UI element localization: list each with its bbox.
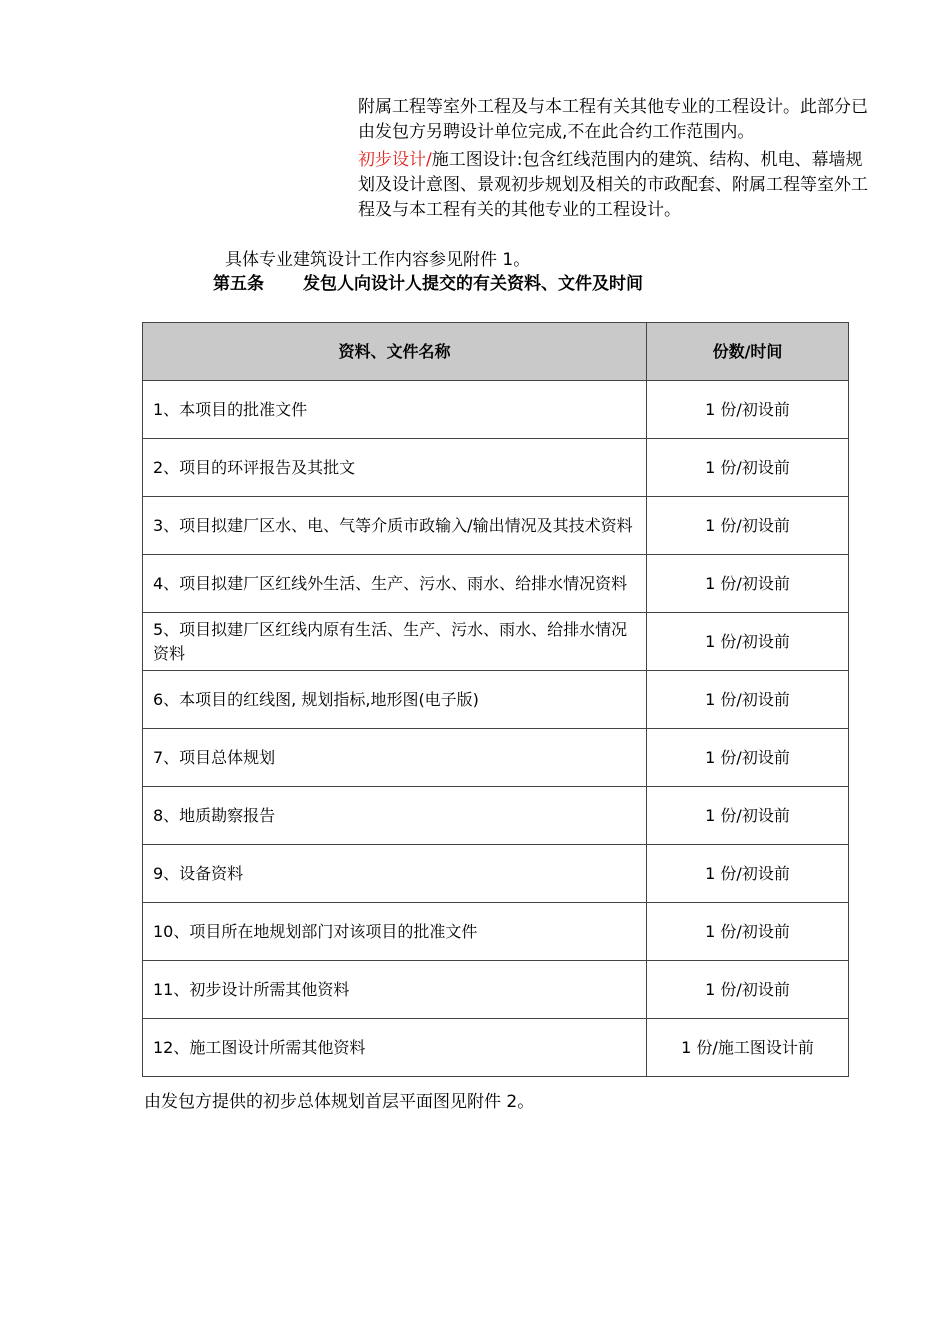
copies-time-cell: 1 份/初设前 bbox=[647, 555, 849, 613]
copies-time-cell: 1 份/初设前 bbox=[647, 497, 849, 555]
article-number: 第五条 bbox=[213, 274, 264, 294]
document-name-cell: 4、项目拟建厂区红线外生活、生产、污水、雨水、给排水情况资料 bbox=[143, 555, 647, 613]
document-name-cell: 7、项目总体规划 bbox=[143, 729, 647, 787]
table-row bbox=[143, 497, 849, 555]
copies-time-cell: 1 份/初设前 bbox=[647, 381, 849, 439]
table-row bbox=[143, 1019, 849, 1077]
document-name-cell: 8、地质勘察报告 bbox=[143, 787, 647, 845]
table-row bbox=[143, 903, 849, 961]
scope-paragraphs bbox=[358, 95, 878, 223]
table-row bbox=[143, 439, 849, 497]
article-heading bbox=[213, 272, 643, 297]
table-row bbox=[143, 555, 849, 613]
documents-table bbox=[142, 322, 849, 1077]
document-name-cell: 12、施工图设计所需其他资料 bbox=[143, 1019, 647, 1077]
copies-time-cell: 1 份/初设前 bbox=[647, 729, 849, 787]
copies-time-cell: 1 份/初设前 bbox=[647, 903, 849, 961]
column-header-time: 份数/时间 bbox=[647, 323, 849, 381]
table-row bbox=[143, 787, 849, 845]
document-name-cell: 6、本项目的红线图, 规划指标,地形图(电子版) bbox=[143, 671, 647, 729]
table-row bbox=[143, 961, 849, 1019]
copies-time-cell: 1 份/初设前 bbox=[647, 671, 849, 729]
copies-time-cell: 1 份/初设前 bbox=[647, 613, 849, 671]
column-header-name: 资料、文件名称 bbox=[143, 323, 647, 381]
scope-paragraph-2 bbox=[358, 148, 878, 223]
copies-time-cell: 1 份/初设前 bbox=[647, 845, 849, 903]
table-row bbox=[143, 729, 849, 787]
document-name-cell: 11、初步设计所需其他资料 bbox=[143, 961, 647, 1019]
scope-paragraph-2-text: 施工图设计:包含红线范围内的建筑、结构、机电、幕墙规划及设计意图、景观初步规划及相关的市政配套、附属工程等室外工程及与本工程有关的其他专业的工程设计。 bbox=[358, 150, 868, 220]
table-row bbox=[143, 845, 849, 903]
table-row bbox=[143, 613, 849, 671]
document-name-cell: 1、本项目的批准文件 bbox=[143, 381, 647, 439]
copies-time-cell: 1 份/初设前 bbox=[647, 439, 849, 497]
copies-time-cell: 1 份/初设前 bbox=[647, 961, 849, 1019]
document-name-cell: 10、项目所在地规划部门对该项目的批准文件 bbox=[143, 903, 647, 961]
appendix-reference: 具体专业建筑设计工作内容参见附件 1。 bbox=[225, 250, 531, 270]
footer-note: 由发包方提供的初步总体规划首层平面图见附件 2。 bbox=[144, 1092, 535, 1112]
scope-paragraph-1: 附属工程等室外工程及与本工程有关其他专业的工程设计。此部分已由发包方另聘设计单位完成,不在此合约工作范围内。 bbox=[358, 97, 868, 142]
table-row bbox=[143, 381, 849, 439]
document-name-cell: 5、项目拟建厂区红线内原有生活、生产、污水、雨水、给排水情况资料 bbox=[143, 613, 647, 671]
copies-time-cell: 1 份/初设前 bbox=[647, 787, 849, 845]
highlighted-term: 初步设计/ bbox=[358, 150, 432, 170]
document-name-cell: 2、项目的环评报告及其批文 bbox=[143, 439, 647, 497]
table-row bbox=[143, 671, 849, 729]
copies-time-cell: 1 份/施工图设计前 bbox=[647, 1019, 849, 1077]
document-name-cell: 9、设备资料 bbox=[143, 845, 647, 903]
article-title: 发包人向设计人提交的有关资料、文件及时间 bbox=[303, 274, 643, 294]
table-header-row bbox=[143, 323, 849, 381]
document-name-cell: 3、项目拟建厂区水、电、气等介质市政输入/输出情况及其技术资料 bbox=[143, 497, 647, 555]
